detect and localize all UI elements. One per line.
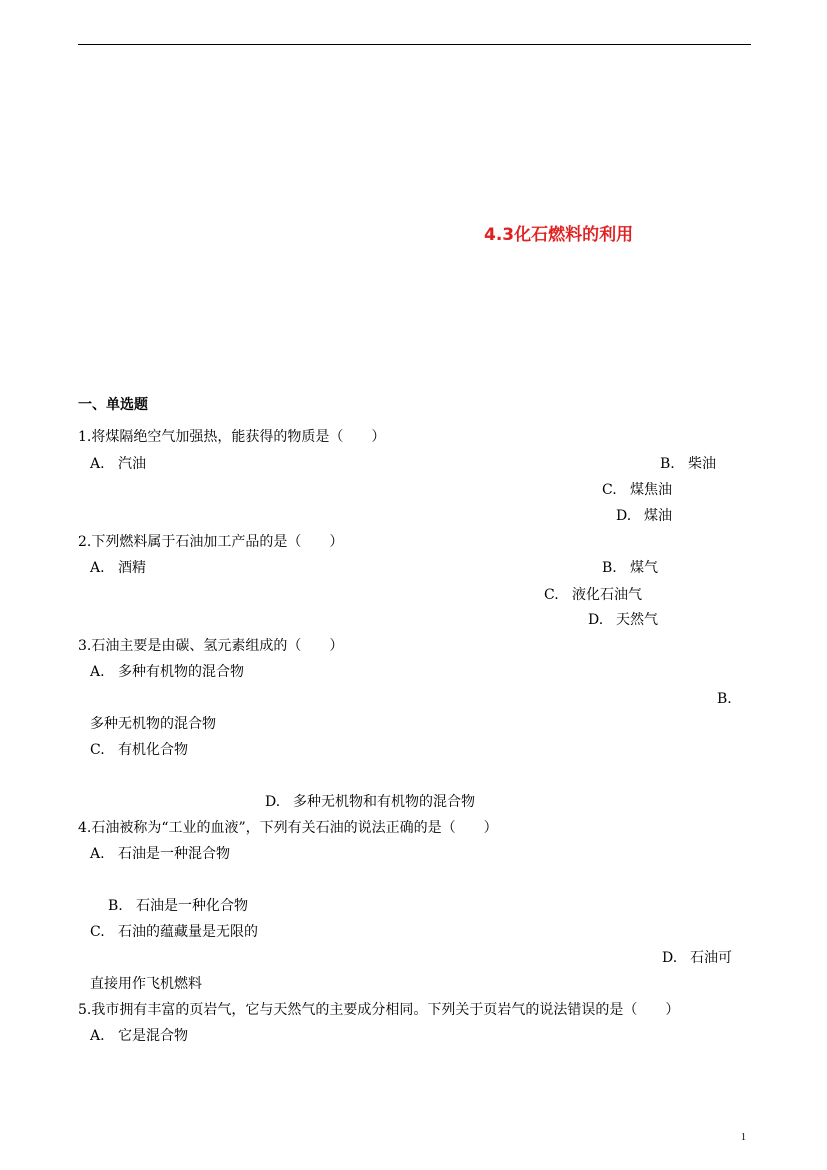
option-text: 多种有机物的混合物: [118, 664, 244, 680]
question-4-option-c: [90, 923, 258, 941]
option-letter: B.: [108, 898, 123, 914]
question-3-option-b-text: 多种无机物的混合物: [90, 716, 216, 732]
question-2-option-b: [602, 559, 658, 577]
document-title: 4.3化石燃料的利用: [484, 225, 634, 245]
question-2-stem: 2.下列燃料属于石油加工产品的是（ ）: [78, 534, 344, 550]
question-2-option-a: [90, 559, 146, 577]
option-letter: A.: [90, 1028, 105, 1044]
question-3-stem: 3.石油主要是由碳、氢元素组成的（ ）: [78, 638, 344, 654]
question-1-stem: 1.将煤隔绝空气加强热，能获得的物质是（ ）: [78, 429, 386, 445]
option-letter: A.: [90, 560, 105, 576]
option-letter: D.: [616, 508, 632, 524]
question-4-stem: 4.石油被称为“工业的血液”，下列有关石油的说法正确的是（ ）: [78, 820, 498, 836]
option-text: 酒精: [118, 560, 146, 576]
question-4-option-b: [108, 897, 248, 915]
option-text: 它是混合物: [118, 1028, 188, 1044]
question-1-option-c: [602, 481, 672, 499]
option-text: 柴油: [688, 456, 716, 472]
option-text: 液化石油气: [572, 587, 642, 603]
option-text: 石油是一种混合物: [118, 846, 230, 862]
option-text: 有机化合物: [118, 742, 188, 758]
question-4-option-d-continued: 直接用作飞机燃料: [90, 976, 202, 992]
option-text: 石油可: [690, 950, 732, 966]
option-text: 天然气: [616, 612, 658, 628]
question-2-option-d: [588, 611, 658, 629]
question-4-option-a: [90, 845, 230, 863]
option-text: 多种无机物和有机物的混合物: [293, 794, 475, 810]
question-1-option-d: [616, 507, 672, 525]
option-text: 煤气: [630, 560, 658, 576]
question-3-option-c: [90, 741, 188, 759]
question-2-option-c: [544, 586, 642, 604]
option-letter: C.: [544, 587, 559, 603]
option-letter: C.: [90, 742, 105, 758]
option-letter: A.: [90, 846, 105, 862]
question-5-option-a: [90, 1027, 188, 1045]
option-letter: A.: [90, 664, 105, 680]
question-3-option-d: [265, 793, 475, 811]
option-letter: D.: [662, 950, 678, 966]
option-text: 煤油: [644, 508, 672, 524]
question-3-option-a: [90, 663, 244, 681]
question-3-option-b-letter: B.: [717, 691, 732, 707]
option-letter: B.: [602, 560, 617, 576]
header-rule: [78, 44, 751, 45]
option-letter: B.: [660, 456, 675, 472]
option-letter: D.: [588, 612, 604, 628]
option-letter: C.: [602, 482, 617, 498]
question-4-option-d: [662, 949, 732, 967]
question-1-option-a: [90, 455, 146, 473]
option-letter: D.: [265, 794, 281, 810]
option-letter: C.: [90, 924, 105, 940]
page-number: 1: [741, 1132, 746, 1143]
option-text: 汽油: [118, 456, 146, 472]
option-text: 石油是一种化合物: [136, 898, 248, 914]
option-letter: A.: [90, 456, 105, 472]
question-5-stem: 5.我市拥有丰富的页岩气，它与天然气的主要成分相同。下列关于页岩气的说法错误的是（ ）: [78, 1002, 680, 1018]
section-heading: 一、单选题: [78, 397, 148, 413]
option-text: 煤焦油: [630, 482, 672, 498]
question-1-option-b: [660, 455, 716, 473]
option-text: 石油的蕴藏量是无限的: [118, 924, 258, 940]
